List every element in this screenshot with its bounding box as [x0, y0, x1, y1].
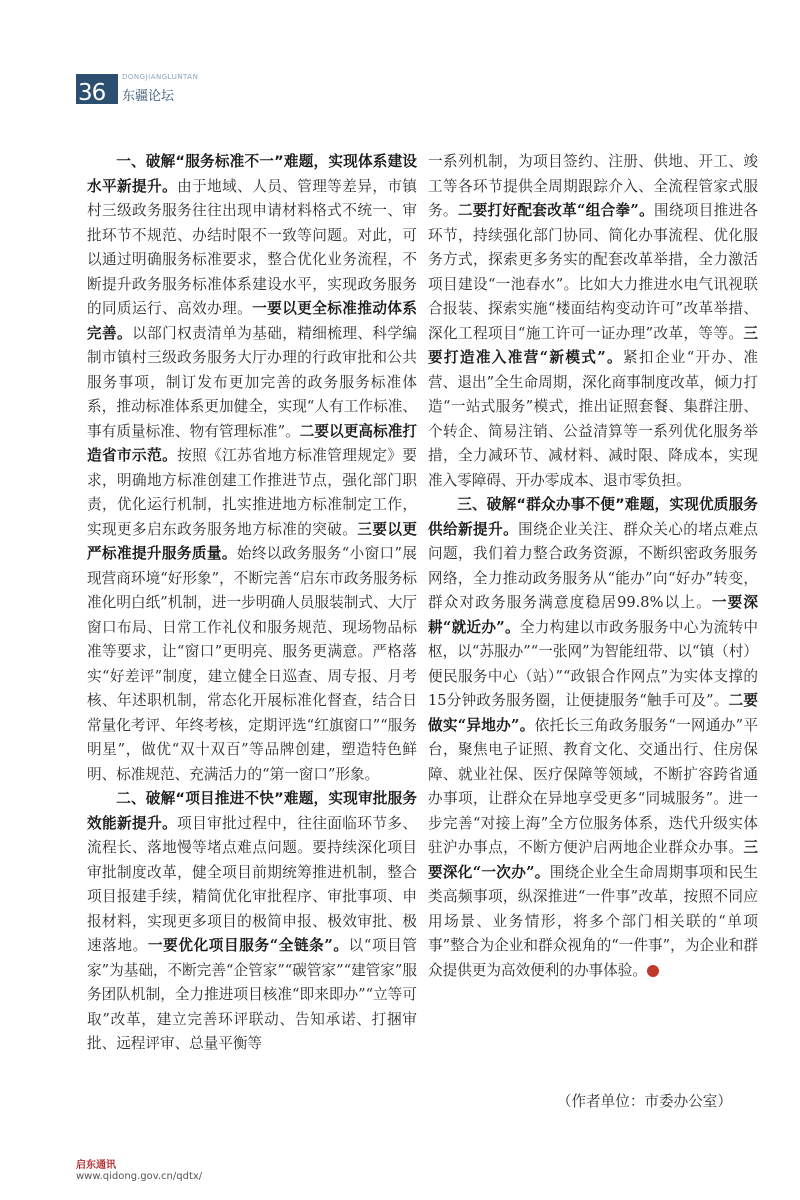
- right-column: [428, 150, 758, 983]
- page-header: [76, 68, 296, 108]
- paragraph-2: 二、破解“项目推进不快”难题，实现审批服务效能新提升。项目审批过程中，往往面临环节多、流程长、落地慢等堵点难点问题。要持续深化项目审批制度改革，健全项目前期统筹推进机制，整合项目报建手续，精简优化审批程序、审批事项、申报材料，实现更多项目的极简申报、极效审批、极速落地。一要优化项目服务“全链条”。以“项目管家”为基础，不断完善“企管家”“碳管家”“建管家”服务团队机制，全力推进项目核准“即来即办”“立等可取”改革，建立完善环评联动、告知承诺、打捆审批、远程评审、总量平衡等: [87, 790, 417, 1052]
- page-footer: [76, 1156, 202, 1182]
- author-affiliation: （作者单位：市委办公室）: [556, 1093, 732, 1110]
- footer-brand: 启东通讯: [76, 1160, 116, 1171]
- page-number: 36: [78, 80, 106, 106]
- paragraph-3: 三、破解“群众办事不便”难题，实现优质服务供给新提升。围绕企业关注、群众关心的堵点难点问题，我们着力整合政务资源，不断织密政务服务网络，全力推动政务服务从“能办”向“好办”转变，群众对政务服务满意度稳居99.8%以上。一要深耕“就近办”。全力构建以市政务服务中心为流转中枢，以“苏服办”“一张网”为智能纽带、以“镇（村）便民服务中心（站）”“政银合作网点”为实体支撑的15分钟政务服务圈，让便捷服务“触手可及”。二要做实“异地办”。依托长三角政务服务“一网通办”平台，聚焦电子证照、教育文化、交通出行、住房保障、就业社保、医疗保障等领域，不断扩容跨省通办事项，让群众在异地享受更多“同城服务”。进一步完善“对接上海”全方位服务体系，迭代升级实体驻沪办事点，不断方便沪启两地企业群众办事。三要深化“一次办”。围绕企业全生命周期事项和民生类高频事项，纵深推进“一件事”改革，按照不同应用场景、业务情形，将多个部门相关联的“单项事”整合为企业和群众视角的“一件事”，为企业和群众提供更为高效便利的办事体验。 启: [428, 496, 758, 979]
- paragraph-1: 一、破解“服务标准不一”难题，实现体系建设水平新提升。由于地域、人员、管理等差异，市镇村三级政务服务往往出现申请材料格式不统一、审批环节不规范、办结时限不一致等问题。对此，可以通过明确服务标准要求，整合优化业务流程，不断提升政务服务标准体系建设水平，实现政务服务的同质运行、高效办理。一要以更全标准推动体系完善。以部门权责清单为基础，精细梳理、科学编制市镇村三级政务服务大厅办理的行政审批和公共服务事项，制订发布更加完善的政务服务标准体系，推动标准体系更加健全，实现“人有工作标准、事有质量标准、物有管理标准”。二要以更高标准打造省市示范。按照《江苏省地方标准管理规定》要求，明确地方标准创建工作推进节点，强化部门职责，优化运行机制，扎实推进地方标准制定工作，实现更多启东政务服务地方标准的突破。三要以更严标准提升服务质量。始终以政务服务“小窗口”展现营商环境“好形象”，不断完善“启东市政务服务标准化明白纸”机制，进一步明确人员服装制式、大厅窗口布局、日常工作礼仪和服务规范、现场物品标准等要求，让“窗口”更明亮、服务更满意。严格落实“好差评”制度，建立健全日巡查、周专报、月考核、年述职机制，常态化开展标准化督查，结合日常量化考评、年终考核，定期评选“红旗窗口”“服务明星”，做优“双十双百”等品牌创建，塑造特色鲜明、标准规范、充满活力的“第一窗口”形象。: [87, 153, 417, 783]
- end-mark-icon: 启: [647, 965, 659, 977]
- footer-url[interactable]: www.qidong.gov.cn/qdtx/: [76, 1171, 203, 1182]
- page-number-badge: [76, 74, 118, 104]
- section-pinyin: DONGJIANGLUNTAN: [122, 73, 199, 81]
- section-heading-2: 二、破解“项目推进不快”难题，实现审批服务效能新提升。: [87, 790, 417, 832]
- section-title: 东疆论坛: [122, 89, 175, 104]
- section-heading-1: 一、破解“服务标准不一”难题，实现体系建设水平新提升。: [87, 153, 417, 195]
- left-column: [87, 150, 417, 1057]
- section-heading-3: 三、破解“群众办事不便”难题，实现优质服务供给新提升。: [428, 496, 758, 538]
- paragraph-2-continued: 一系列机制，为项目签约、注册、供地、开工、竣工等各环节提供全周期跟踪介入、全流程管家式服务。二要打好配套改革“组合拳”。围绕项目推进各环节，持续强化部门协同、简化办事流程、优化服务方式，探索更多务实的配套改革举措，全力激活项目建设“一池春水”。比如大力推进水电气讯视联合报装、探索实施“楼面结构变动许可”改革举措、深化工程项目“施工许可一证办理”改革，等等。三要打造准入准营“新模式”。紧扣企业“开办、准营、退出”全生命周期，深化商事制度改革，倾力打造“一站式服务”模式，推出证照套餐、集群注册、个转企、简易注销、公益清算等一系列优化服务举措，全力减环节、减材料、减时限、降成本，实现准入零障碍、开办零成本、退市零负担。: [428, 153, 758, 489]
